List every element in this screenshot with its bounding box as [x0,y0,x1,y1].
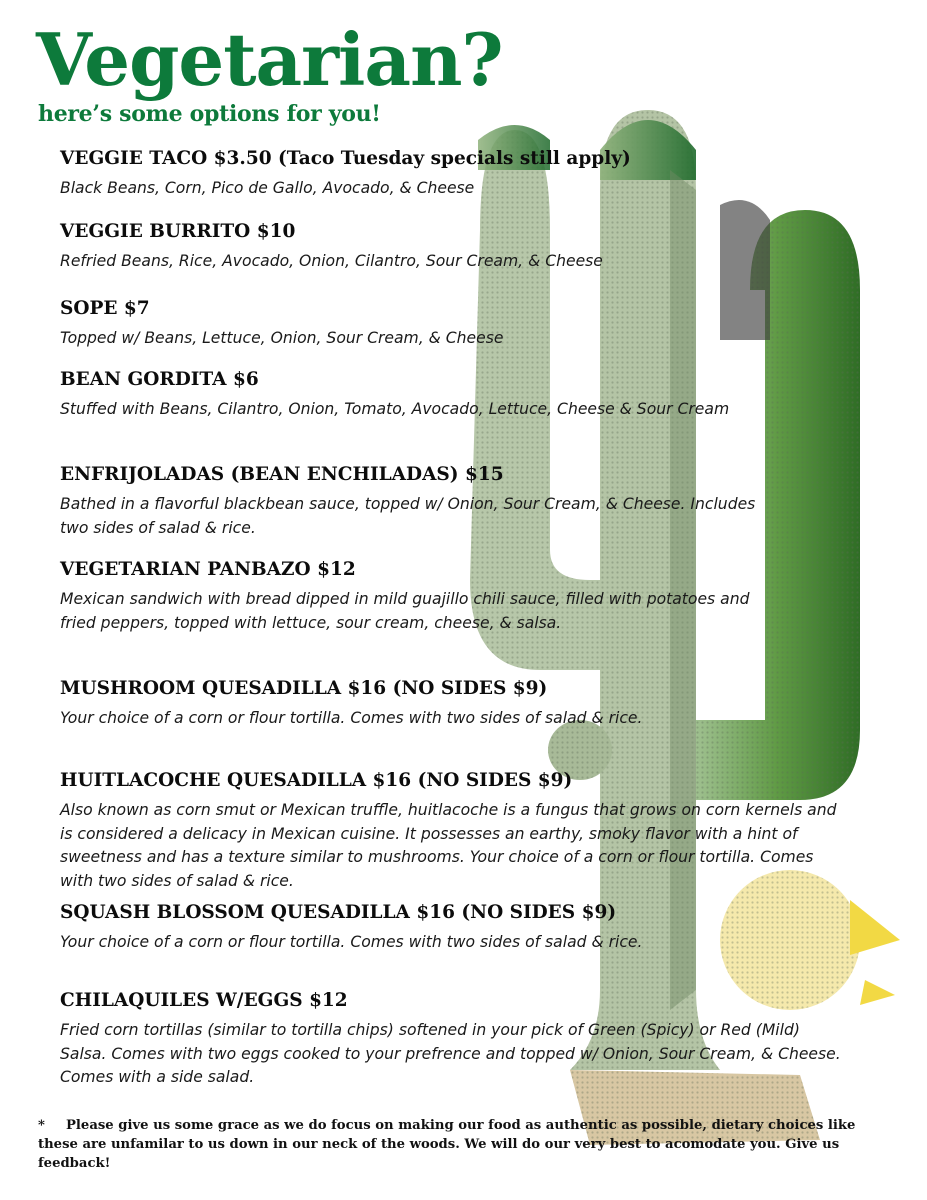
menu-item-description: Bathed in a flavorful blackbean sauce, topped w/ Onion, Sour Cream, & Cheese. Includes two sides of salad & rice. [60,495,756,537]
menu-item-name: SOPE $7 [60,298,150,319]
menu-item [60,677,760,731]
menu-item-name: HUITLACOCHE QUESADILLA $16 (NO SIDES $9) [60,770,573,791]
menu-item [60,463,760,540]
footnote-text: Please give us some grace as we do focus on making our food as authentic as possible, dietary choices like these are unfamilar to us down in our neck of the woods. We will do our very best to acomodate you. Give us feedback! [38,1118,856,1171]
menu-item-description: Your choice of a corn or flour tortilla. Comes with two sides of salad & rice. [60,933,643,951]
menu-item [60,368,760,422]
menu-item-description: Fried corn tortillas (similar to tortilla chips) softened in your pick of Green (Spicy) or Red (Mild) Salsa. Comes with two eggs cooked to your prefrence and topped w/ Onion, Sour Cream, & Cheese. Comes with a side salad. [60,1021,841,1086]
footnote [38,1116,898,1173]
menu-item [60,297,850,351]
footnote-marker: * [38,1118,45,1133]
menu-item [60,558,760,635]
menu-item-description: Stuffed with Beans, Cilantro, Onion, Tomato, Avocado, Lettuce, Cheese & Sour Cream [60,400,730,418]
menu-item-name: VEGGIE TACO $3.50 (Taco Tuesday specials still apply) [60,148,631,169]
menu-item [60,147,850,201]
menu-item-name: SQUASH BLOSSOM QUESADILLA $16 (NO SIDES $9) [60,902,617,923]
menu-item-description: Your choice of a corn or flour tortilla. Comes with two sides of salad & rice. [60,709,643,727]
menu-item-name: CHILAQUILES W/EGGS $12 [60,990,348,1011]
menu-item [60,989,850,1090]
menu-item-name: VEGETARIAN PANBAZO $12 [60,559,356,580]
menu-item-description: Black Beans, Corn, Pico de Gallo, Avocado, & Cheese [60,179,475,197]
menu-item-name: VEGGIE BURRITO $10 [60,221,296,242]
menu-item [60,769,850,893]
page-title: Vegetarian? [36,17,503,102]
menu-item-name: BEAN GORDITA $6 [60,369,259,390]
page-subtitle: here’s some options for you! [38,101,381,127]
menu-item-description: Refried Beans, Rice, Avocado, Onion, Cilantro, Sour Cream, & Cheese [60,252,603,270]
menu-item [60,901,760,955]
menu-item [60,220,850,274]
menu-item-name: ENFRIJOLADAS (BEAN ENCHILADAS) $15 [60,464,504,485]
menu-item-description: Also known as corn smut or Mexican truffle, huitlacoche is a fungus that grows on corn kernels and is considered a delicacy in Mexican cuisine. It possesses an earthy, smoky flavor with a hint of sweetness and has a texture similar to mushrooms. Your choice of a corn or flour tortilla. Comes with two sides of salad & rice. [60,801,837,890]
menu-item-description: Mexican sandwich with bread dipped in mild guajillo chili sauce, filled with potatoes and fried peppers, topped with lettuce, sour cream, cheese, & salsa. [60,590,750,632]
menu-item-description: Topped w/ Beans, Lettuce, Onion, Sour Cream, & Cheese [60,329,504,347]
menu-item-name: MUSHROOM QUESADILLA $16 (NO SIDES $9) [60,678,548,699]
